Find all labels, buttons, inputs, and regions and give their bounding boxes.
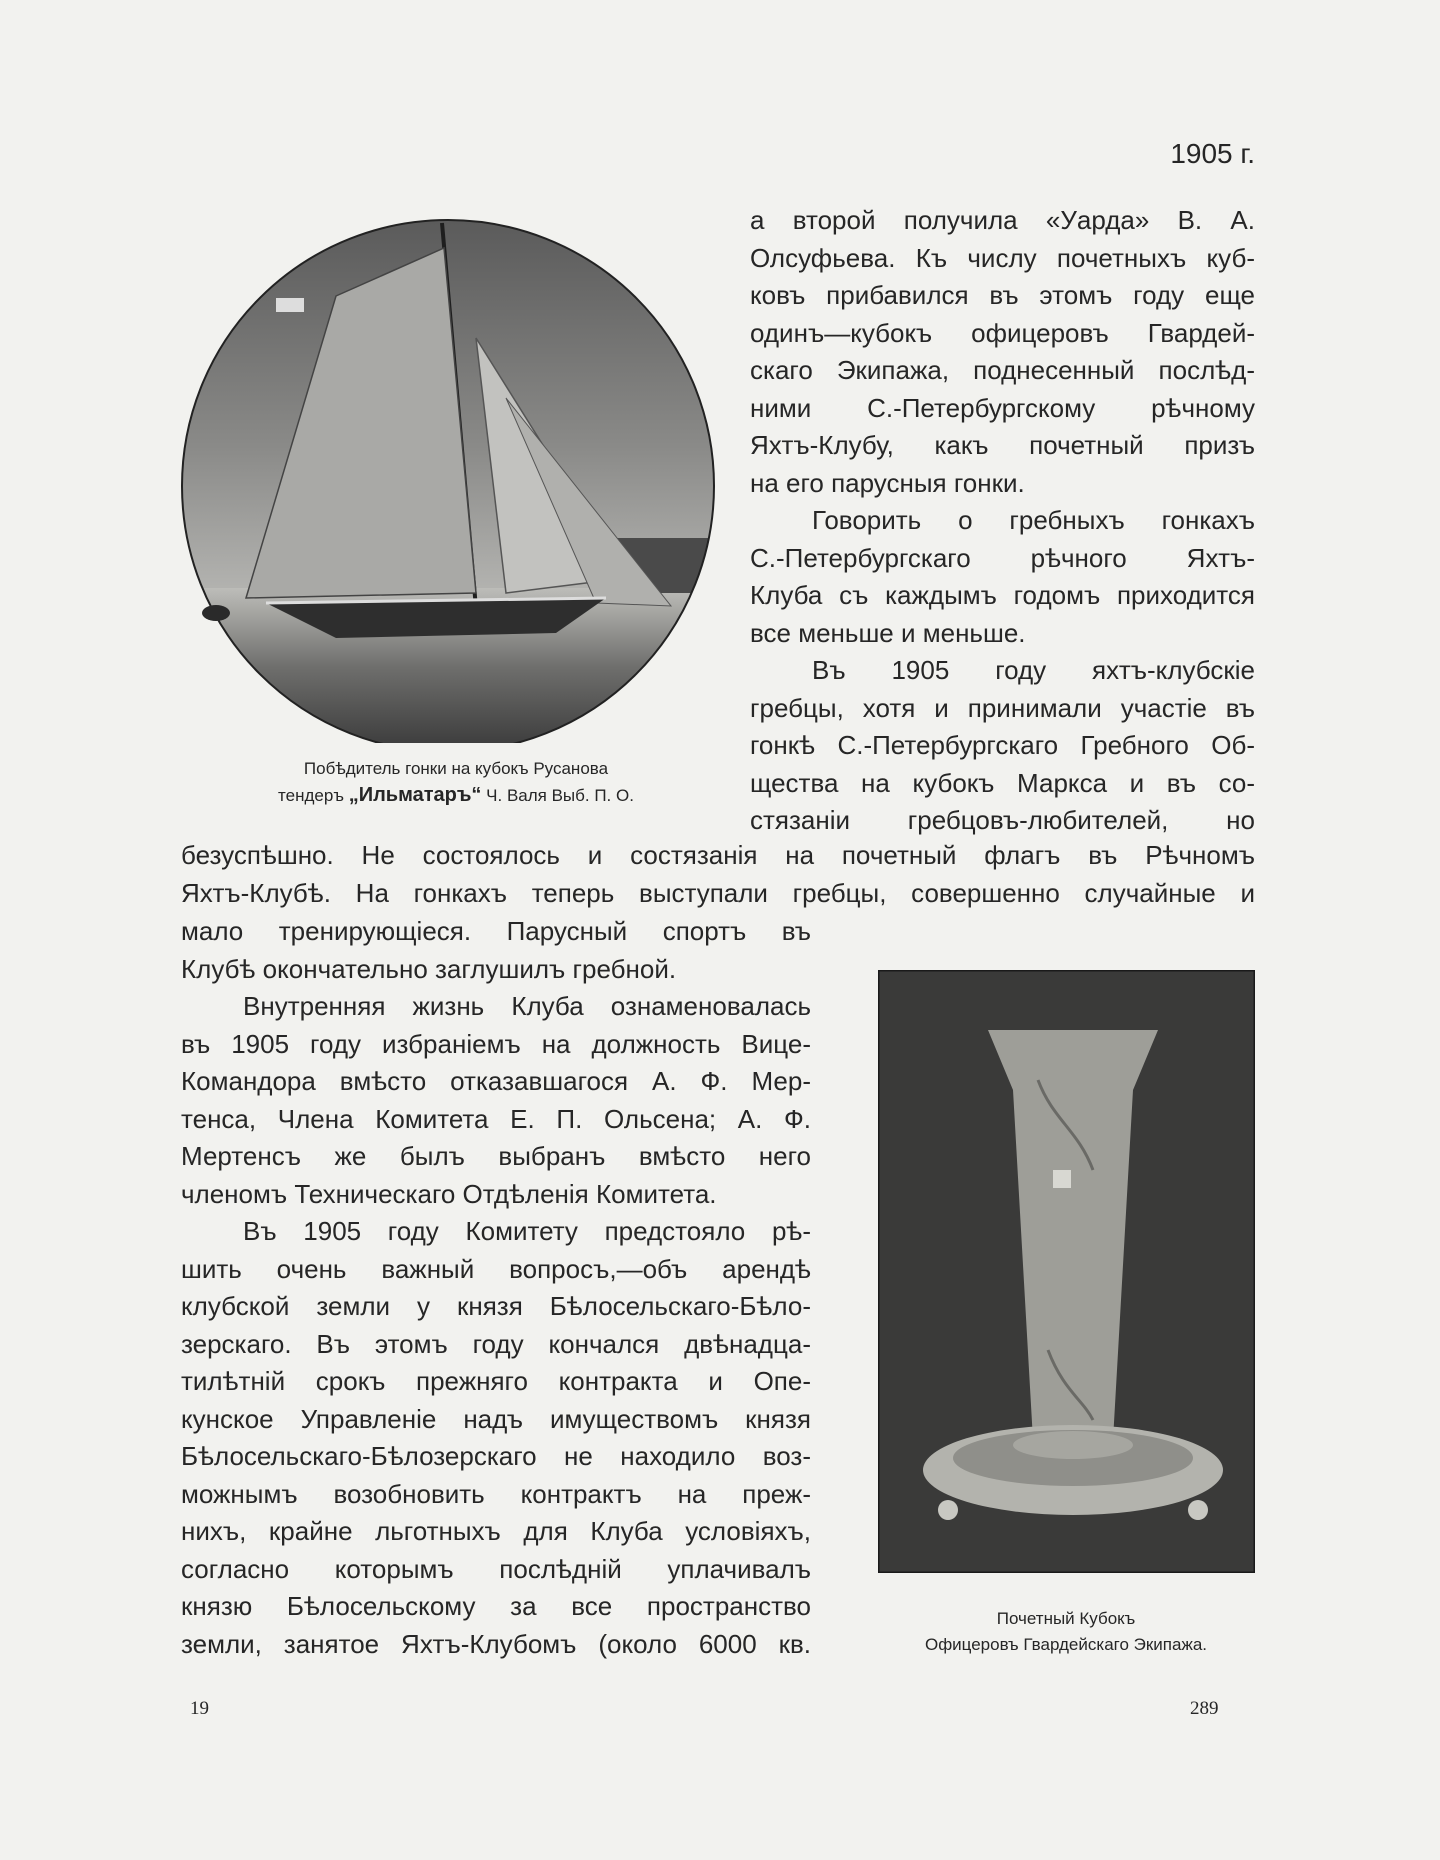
text-line: Мертенсъ же былъ выбранъ вмѣсто него (181, 1141, 811, 1171)
text-line: Яхтъ-Клубѣ. На гонкахъ теперь выступали гребцы, совершенно случайные и (181, 877, 1255, 908)
text-line: тилѣтній срокъ прежняго контракта и Опе- (181, 1366, 811, 1396)
cup-photo (878, 970, 1255, 1573)
text-line: одинъ—кубокъ офицеровъ Гвардей- (750, 317, 1255, 348)
text-line: шить очень важный вопросъ,—объ арендѣ (181, 1253, 811, 1284)
text-line: гонкѣ С.-Петербургскаго Гребного Об- (750, 730, 1255, 760)
boat-caption-suffix: Ч. Валя Выб. П. О. (486, 786, 634, 805)
text-line: зерскаго. Въ этомъ году кончался двѣнадца- (181, 1328, 811, 1359)
text-line: ковъ прибавился въ этомъ году еще (750, 280, 1255, 310)
text-line: мало тренирующіеся. Парусный спортъ въ (181, 916, 811, 946)
text-line: С.-Петербургскаго рѣчного Яхтъ- (750, 542, 1255, 573)
text-line: безуспѣшно. Не состоялось и состязанія на почетный флагъ въ Рѣчномъ (181, 840, 1255, 870)
page-number-right: 289 (1190, 1698, 1219, 1719)
text-line: скаго Экипажа, поднесенный послѣд- (750, 355, 1255, 385)
text-line: Въ 1905 году Комитету предстояло рѣ- (243, 1216, 811, 1246)
boat-photo-caption (196, 756, 716, 809)
running-header-year: 1905 г. (1170, 138, 1255, 169)
text-line: кунское Управленіе надъ имуществомъ князя (181, 1403, 811, 1434)
text-line: нихъ, крайне льготныхъ для Клуба условіяхъ, (181, 1516, 811, 1546)
text-line: Бѣлосельскаго-Бѣлозерскаго не находило воз- (181, 1441, 811, 1471)
cup-caption-line2: Офицеровъ Гвардейскаго Экипажа. (924, 1635, 1208, 1654)
text-line: Яхтъ-Клубу, какъ почетный призъ (750, 430, 1255, 460)
text-line: щества на кубокъ Маркса и въ со- (750, 767, 1255, 798)
text-line: въ 1905 году избраніемъ на должность Вице- (181, 1028, 811, 1059)
text-line: согласно которымъ послѣдній уплачивалъ (181, 1553, 811, 1584)
text-line: Внутренняя жизнь Клуба ознаменовалась (243, 991, 811, 1021)
boat-caption-prefix: тендеръ (278, 786, 344, 805)
text-line: Командора вмѣсто отказавшагося А. Ф. Мер- (181, 1066, 811, 1096)
text-line: а второй получила «Уарда» В. А. (750, 205, 1255, 235)
text-line: Въ 1905 году яхтъ-клубскіе (812, 655, 1255, 685)
text-line: Клуба съ каждымъ годомъ приходится (750, 580, 1255, 610)
text-line: членомъ Техническаго Отдѣленія Комитета. (181, 1178, 717, 1209)
text-line: на его парусныя гонки. (750, 467, 1025, 498)
cup-photo-caption (866, 1606, 1266, 1658)
boat-caption-line1: Побѣдитель гонки на кубокъ Русанова (303, 759, 609, 778)
text-line: стязаніи гребцовъ-любителей, но (750, 805, 1255, 835)
cup-caption-line1: Почетный Кубокъ (996, 1609, 1136, 1628)
page-number-left: 19 (190, 1698, 209, 1719)
text-line: Клубѣ окончательно заглушилъ гребной. (181, 953, 677, 984)
boat-caption-line2 (196, 782, 716, 809)
text-line: тенса, Члена Комитета Е. П. Ольсена; А. Ф. (181, 1103, 811, 1134)
sailboat-photo (176, 218, 716, 743)
text-line: все меньше и меньше. (750, 617, 1026, 648)
text-line: клубской земли у князя Бѣлосельскаго-Бѣло- (181, 1291, 811, 1321)
text-line: Говорить о гребныхъ гонкахъ (812, 505, 1255, 535)
text-line: ними С.-Петербургскому рѣчному (750, 392, 1255, 423)
text-line: Олсуфьева. Къ числу почетныхъ куб- (750, 242, 1255, 273)
text-line: можнымъ возобновить контрактъ на преж- (181, 1478, 811, 1509)
text-line: земли, занятое Яхтъ-Клубомъ (около 6000 кв. (181, 1628, 811, 1659)
boat-name: „Ильматаръ“ (348, 784, 482, 806)
text-line: князю Бѣлосельскому за все пространство (181, 1591, 811, 1621)
text-line: гребцы, хотя и принимали участіе въ (750, 692, 1255, 723)
